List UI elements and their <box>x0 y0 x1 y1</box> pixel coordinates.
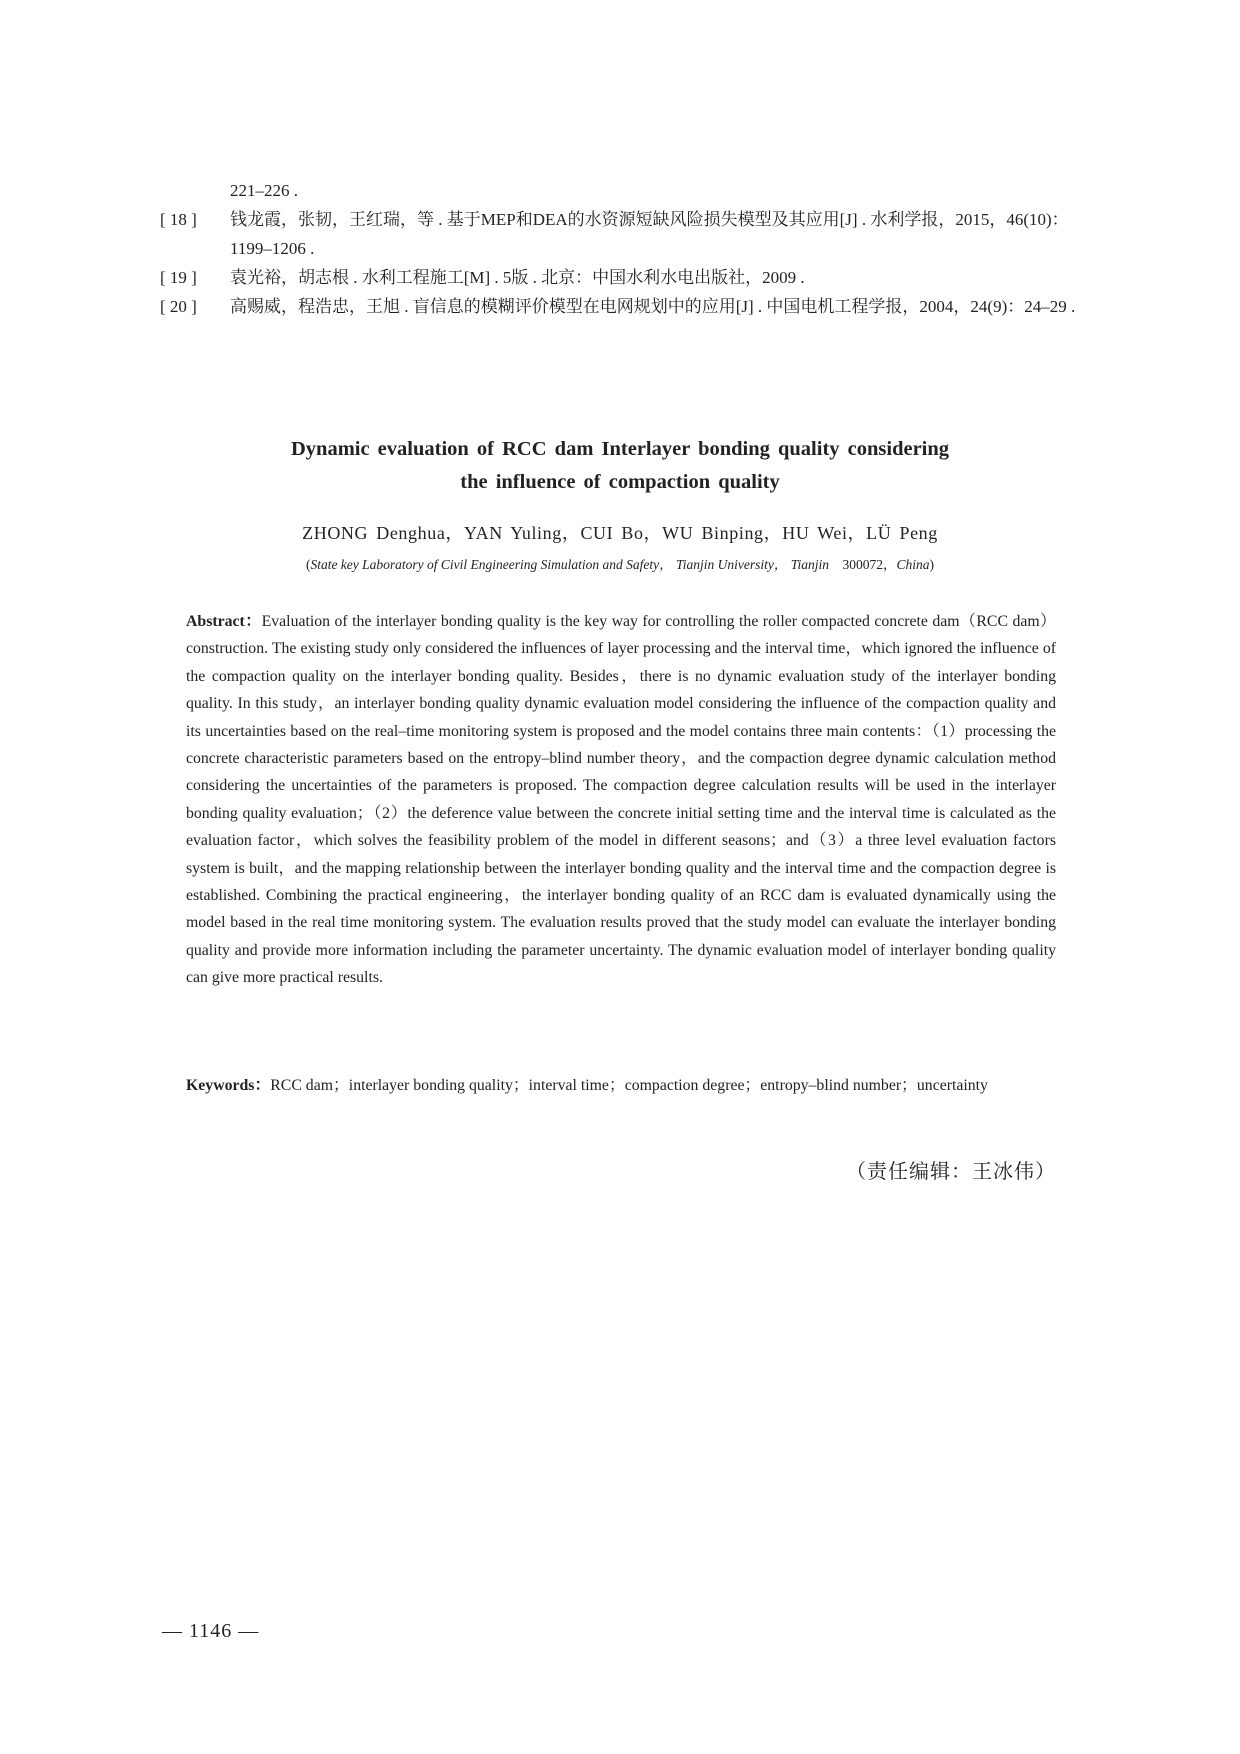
paper-title <box>200 433 1040 499</box>
affiliation-country: China <box>896 557 930 572</box>
reference-number: [ 20 ] <box>160 297 197 316</box>
author-list: ZHONG Denghua，YAN Yuling，CUI Bo，WU Binping，HU Wei，LÜ Peng <box>302 523 938 543</box>
abstract-label: Abstract： <box>186 613 262 630</box>
editor-note: （责任编辑：王冰伟） <box>846 1161 1056 1183</box>
reference-text: 高赐威，程浩忠，王旭 . 盲信息的模糊评价模型在电网规划中的应用[J] . 中国电机工程学报，2004，24(9)：24–29 . <box>230 297 1076 316</box>
reference-list <box>160 176 1080 321</box>
paper-title-line: the influence of compaction quality <box>460 471 780 493</box>
keywords-label: Keywords： <box>186 1077 271 1094</box>
affiliation-postcode: 300072， <box>842 557 897 572</box>
reference-item <box>160 176 1080 205</box>
reference-number: [ 18 ] <box>160 210 197 229</box>
affiliation-institution: State key Laboratory of Civil Engineering Simulation and Safety， Tianjin University， Tianjin <box>310 557 830 572</box>
paper-title-line: Dynamic evaluation of RCC dam Interlayer bonding quality considering <box>290 438 950 460</box>
keywords <box>186 1072 1056 1099</box>
page-number: — 1146 — <box>162 1620 260 1642</box>
keywords-text: RCC dam；interlayer bonding quality；interval time；compaction degree；entropy–blind number；uncertainty <box>270 1077 988 1094</box>
abstract-text: Evaluation of the interlayer bonding quality is the key way for controlling the roller compacted concrete dam（RCC dam）construction. The existing study only considered the influences of layer processing and the interval time，which ignored the influence of the compaction quality on the interlayer bonding quality. Besides，there is no dynamic evaluation study of the interlayer bonding quality. In this study，an interlayer bonding quality dynamic evaluation model considering the influence of the compaction quality and its uncertainties based on the real–time monitoring system is proposed and the model contains three main contents：（1）processing the concrete characteristic parameters based on the entropy–blind number theory，and the compaction degree dynamic calculation method considering the uncertainties of the parameters is proposed. The compaction degree calculation results will be used in the interlayer bonding quality evaluation；（2）the deference value between the concrete initial setting time and the interval time is calculated as the evaluation factor，which solves the feasibility problem of the model in different seasons；and（3）a three level evaluation factors system is built，and the mapping relationship between the interlayer bonding quality and the interval time and the compaction degree is established. Combining the practical engineering，the interlayer bonding quality of an RCC dam is evaluated dynamically using the model based in the real time monitoring system. The evaluation results proved that the study model can evaluate the interlayer bonding quality and provide more information including the parameter uncertainty. The dynamic evaluation model of interlayer bonding quality can give more practical results. <box>186 613 1056 987</box>
reference-text: 袁光裕，胡志根 . 水利工程施工[M] . 5版 . 北京：中国水利水电出版社，2009 . <box>230 268 805 287</box>
abstract <box>186 608 1056 992</box>
reference-number: [ 19 ] <box>160 268 197 287</box>
reference-item <box>160 205 1080 263</box>
affiliation: (State key Laboratory of Civil Engineering Simulation and Safety， Tianjin University， Tianjin 300072，China) <box>305 557 935 572</box>
reference-item <box>160 292 1080 321</box>
reference-item <box>160 263 1080 292</box>
reference-text: 钱龙霞，张韧，王红瑞，等 . 基于MEP和DEA的水资源短缺风险损失模型及其应用[J] . 水利学报，2015，46(10)：1199–1206 . <box>230 210 1069 258</box>
reference-text: 221–226 . <box>230 181 298 200</box>
